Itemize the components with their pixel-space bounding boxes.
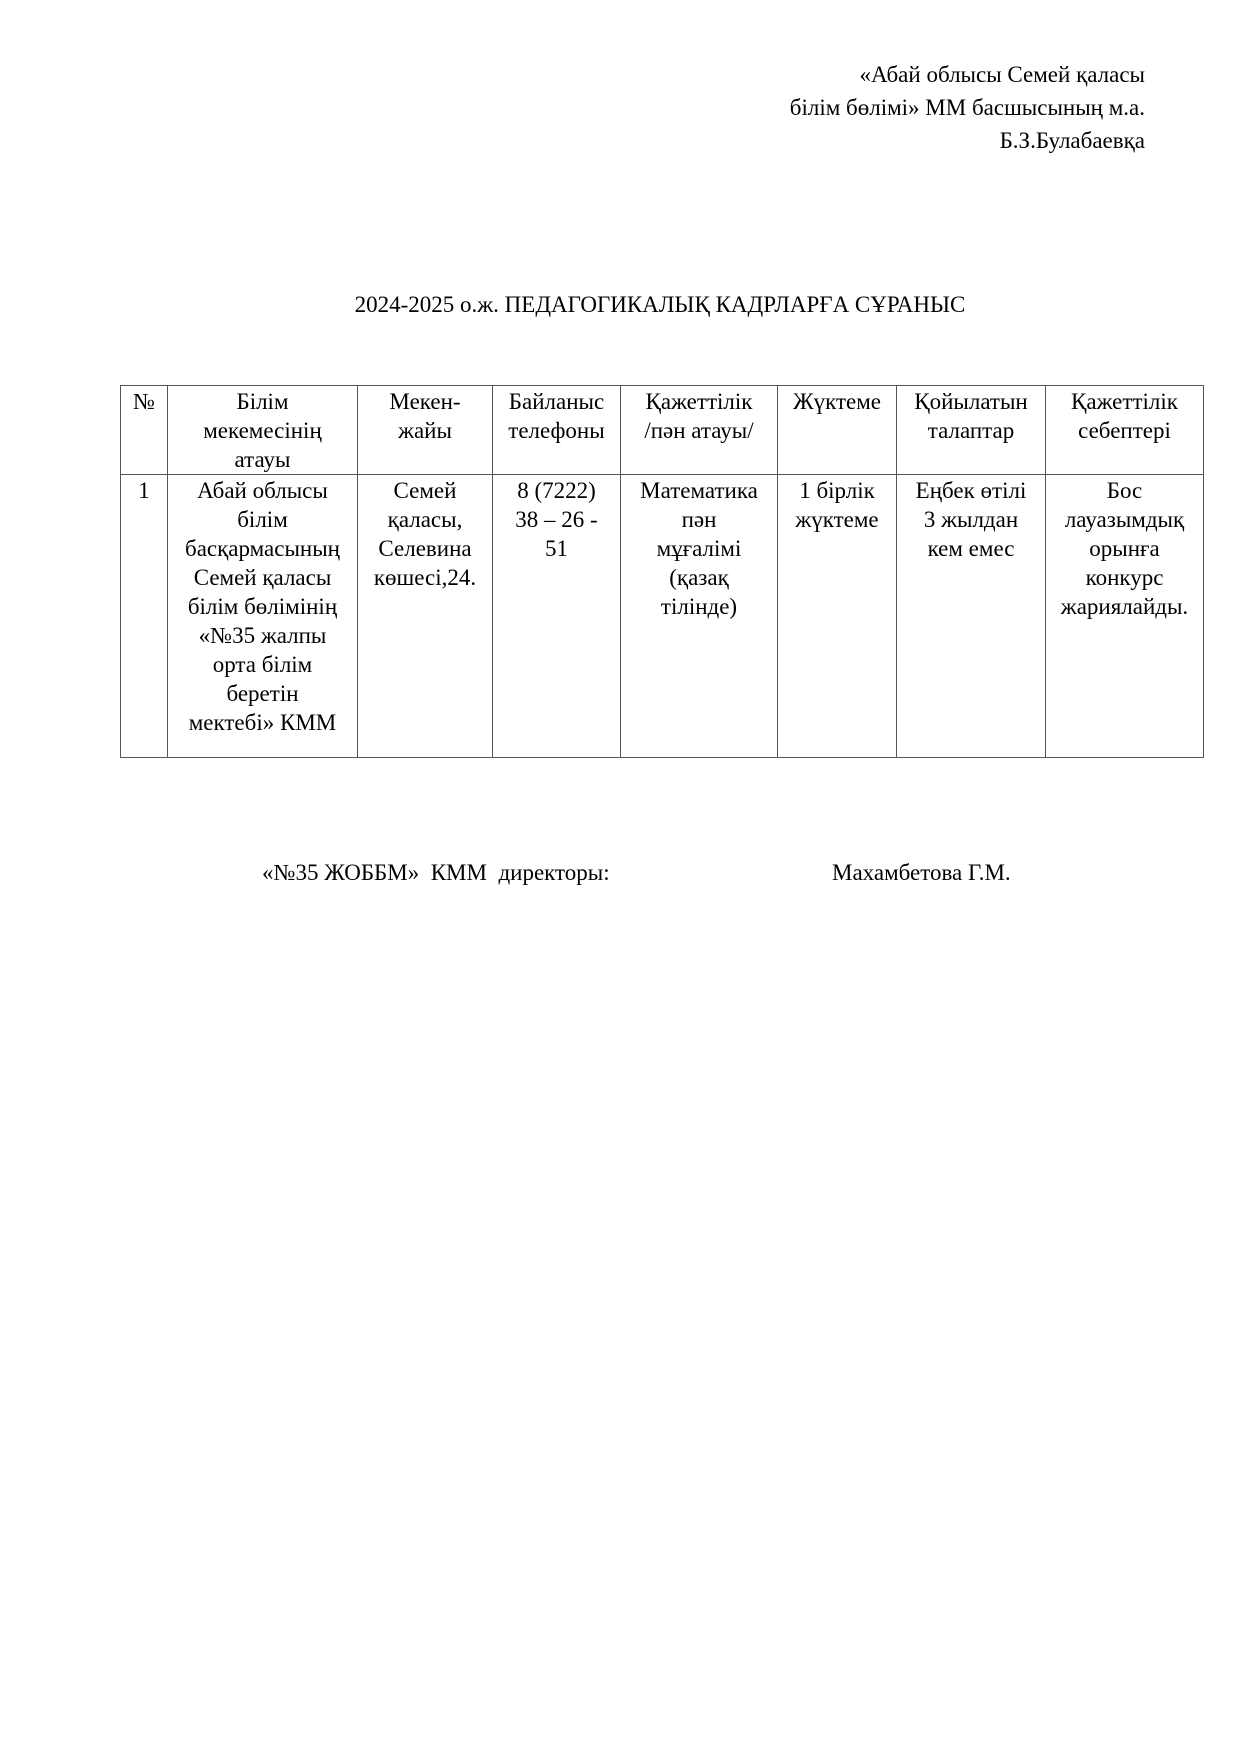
- cell-reasons: Бос лауазымдық орынға конкурс жариялайды.: [1046, 475, 1204, 758]
- header-reasons: Қажеттілік себептері: [1046, 386, 1204, 475]
- addressee-line-1: «Абай облысы Семей қаласы: [859, 62, 1145, 87]
- addressee-line-3: Б.З.Булабаевқа: [999, 128, 1145, 153]
- table-header-row: [121, 386, 1204, 475]
- cell-phone: 8 (7222) 38 – 26 - 51: [493, 475, 621, 758]
- cell-address: Семей қаласы, Селевина көшесі,24.: [358, 475, 493, 758]
- header-load: Жүктеме: [778, 386, 897, 475]
- signature-name: Махамбетова Г.М.: [832, 860, 1011, 885]
- header-institution: Білім мекемесінің атауы: [168, 386, 358, 475]
- header-number: №: [121, 386, 168, 475]
- document-title: 2024-2025 о.ж. ПЕДАГОГИКАЛЫҚ КАДРЛАРҒА СҰРАНЫС: [354, 292, 966, 317]
- staff-request-table: [120, 385, 1204, 758]
- addressee-line-2: білім бөлімі» ММ басшысының м.а.: [789, 95, 1145, 120]
- header-address: Мекен- жайы: [358, 386, 493, 475]
- cell-number: 1: [121, 475, 168, 758]
- table-row: [121, 475, 1204, 758]
- signature-position: «№35 ЖОББМ» КММ директоры:: [262, 860, 610, 885]
- header-requirements: Қойылатын талаптар: [897, 386, 1046, 475]
- addressee-block: [790, 58, 1145, 157]
- cell-load: 1 бірлік жүктеме: [778, 475, 897, 758]
- header-subject: Қажеттілік /пән атауы/: [621, 386, 778, 475]
- cell-subject: Математика пән мұғалімі (қазақ тілінде): [621, 475, 778, 758]
- cell-requirements: Еңбек өтілі 3 жылдан кем емес: [897, 475, 1046, 758]
- header-phone: Байланыс телефоны: [493, 386, 621, 475]
- cell-institution: Абай облысы білім басқармасының Семей қаласы білім бөлімінің «№35 жалпы орта білім беретін мектебі» КММ: [168, 475, 358, 758]
